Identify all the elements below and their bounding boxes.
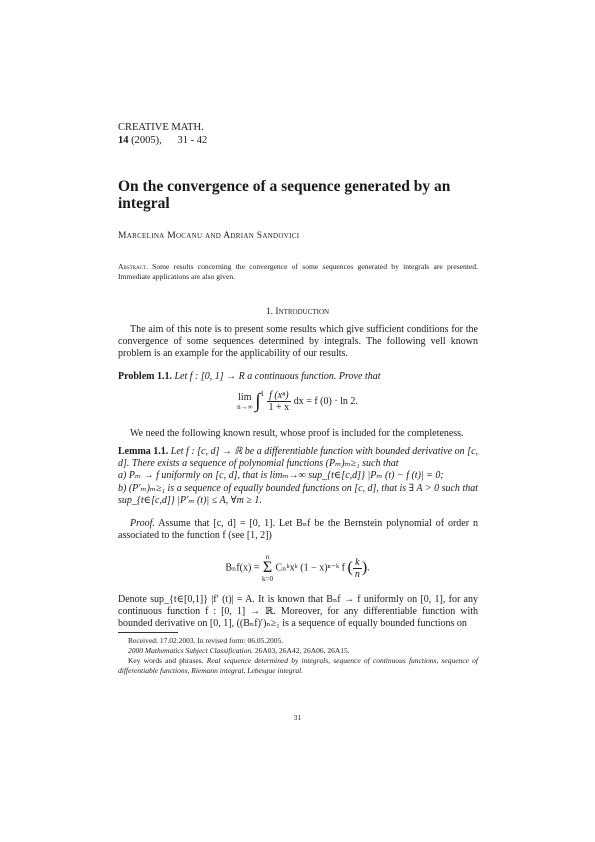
bernstein-lhs: Bₙf(x) = [225,562,262,574]
footnote-rule [118,632,178,633]
sigma-icon: Σ [262,559,273,576]
summation-bottom: k=0 [262,575,273,583]
msc-label: 2000 Mathematics Subject Classification. [128,646,253,655]
footnote-received: Received: 17.02.2003. In revised form: 06.05.2005. [128,636,284,645]
summation-top: n [265,553,270,561]
section-title: Introduction [275,307,330,317]
section-number: 1. [265,307,276,317]
footnote-msc [118,646,478,656]
lemma-text: Let f : [c, d] → ℝ be a differentiable function with bounded derivative on [c, d]. There exists a sequence of polynomial functions (Pₘ)ₘ≥₁ such that [118,446,479,470]
integrand-numerator: f (xⁿ) [267,390,292,402]
lemma-part-b: b) (P′ₘ)ₘ≥₁ is a sequence of equally bounded functions on [c, d], that is ∃ A > 0 such that sup_{t∈[c,d]} |P′ₘ (t)| ≤ A, ∀m ≥ 1. [118,482,478,506]
page-number: 31 [293,713,302,722]
lemma-block [118,446,478,507]
journal-volume: 14 [118,135,129,146]
problem-statement [118,371,478,383]
lemma-label: Lemma 1.1. [118,446,169,457]
limit-operator [237,392,253,411]
proof-text: Assume that [c, d] = [0, 1]. Let Bₙf be the Bernstein polynomial of order n associated to the function f (see [1, 2]) [118,518,478,542]
msc-codes: 26A03, 26A42, 26A06, 26A15. [253,646,350,655]
section-heading [0,307,595,317]
paren-open-icon: ( [347,559,353,576]
integrand-fraction [267,390,292,413]
equation-rhs: dx = f (0) · ln 2. [293,395,358,407]
abstract-label: Abstract. [118,262,148,271]
known-result-sentence: We need the following known result, whose proof is included for the completeness. [130,428,464,439]
abstract [118,262,478,282]
integrand-denominator: 1 + x [268,402,290,413]
limit-subscript: n→∞ [237,403,253,411]
journal-header [118,121,207,147]
journal-volume-line [118,134,207,147]
journal-name: CREATIVE MATH. [118,122,204,133]
n-denominator: n [354,568,360,580]
abstract-text: Some results concerning the convergence of some sequences generated by integrals are presented. Immediate applications are also given. [118,262,478,281]
keywords-label: Key words and phrases. [128,656,204,665]
lemma-part-a: a) Pₘ → f uniformly on [c, d], that is limₘ→∞ sup_{t∈[c,d]} |Pₘ (t) − f (t)| = 0; [118,470,444,482]
k-numerator: k [353,557,362,569]
integral-sign-icon: ∫ [255,390,261,412]
summation-operator [262,553,273,583]
proof-label: Proof. [130,518,155,529]
intro-paragraph: The aim of this note is to present some results which give sufficient conditions for the convergence of some sequences determined by integrals. The following vell known problem is an example for the applicability of our results. [118,324,478,360]
problem-text: Let f : [0, 1] → R a continuous function. Prove that [171,371,381,382]
limit-text: lim [238,392,252,403]
integral-limits: 1 [260,390,265,398]
proof-paragraph [118,518,478,542]
proof-continuation: Denote sup_{t∈[0,1]} |f′ (t)| = A. It is known that Bₙf → f uniformly on [0, 1], for any continuous function f : [0, 1] → ℝ. Moreover, for any differentiable function with bounded derivative on [0, 1], ((Bₙf)′)ₙ≥₁ is a sequence of equally bounded functions on [118,594,478,630]
footnote-keywords [118,656,478,675]
k-over-n-fraction [353,557,362,580]
problem-label: Problem 1.1. [118,371,172,382]
bernstein-body: Cₙᵏxᵏ (1 − x)ⁿ⁻ᵏ f [275,562,345,574]
bernstein-equation: Bₙf(x) = n Σ k=0 Cₙᵏxᵏ (1 − x)ⁿ⁻ᵏ f ( $\frac{k}{n}$ ). [225,553,370,583]
paper-title: On the convergence of a sequence generated by an integral [118,178,451,212]
keywords-text: Real sequence determined by integrals, sequence of continuous functions, sequence of differentiable functions, Riemann integral, Lebesgue integral. [118,656,479,675]
journal-year-pages: (2005), 31 - 42 [128,135,208,146]
problem-equation [0,390,595,413]
paren-close-icon: ) [361,559,368,576]
paper-authors: Marcelina Mocanu and Adrian Sandovici [118,231,300,241]
